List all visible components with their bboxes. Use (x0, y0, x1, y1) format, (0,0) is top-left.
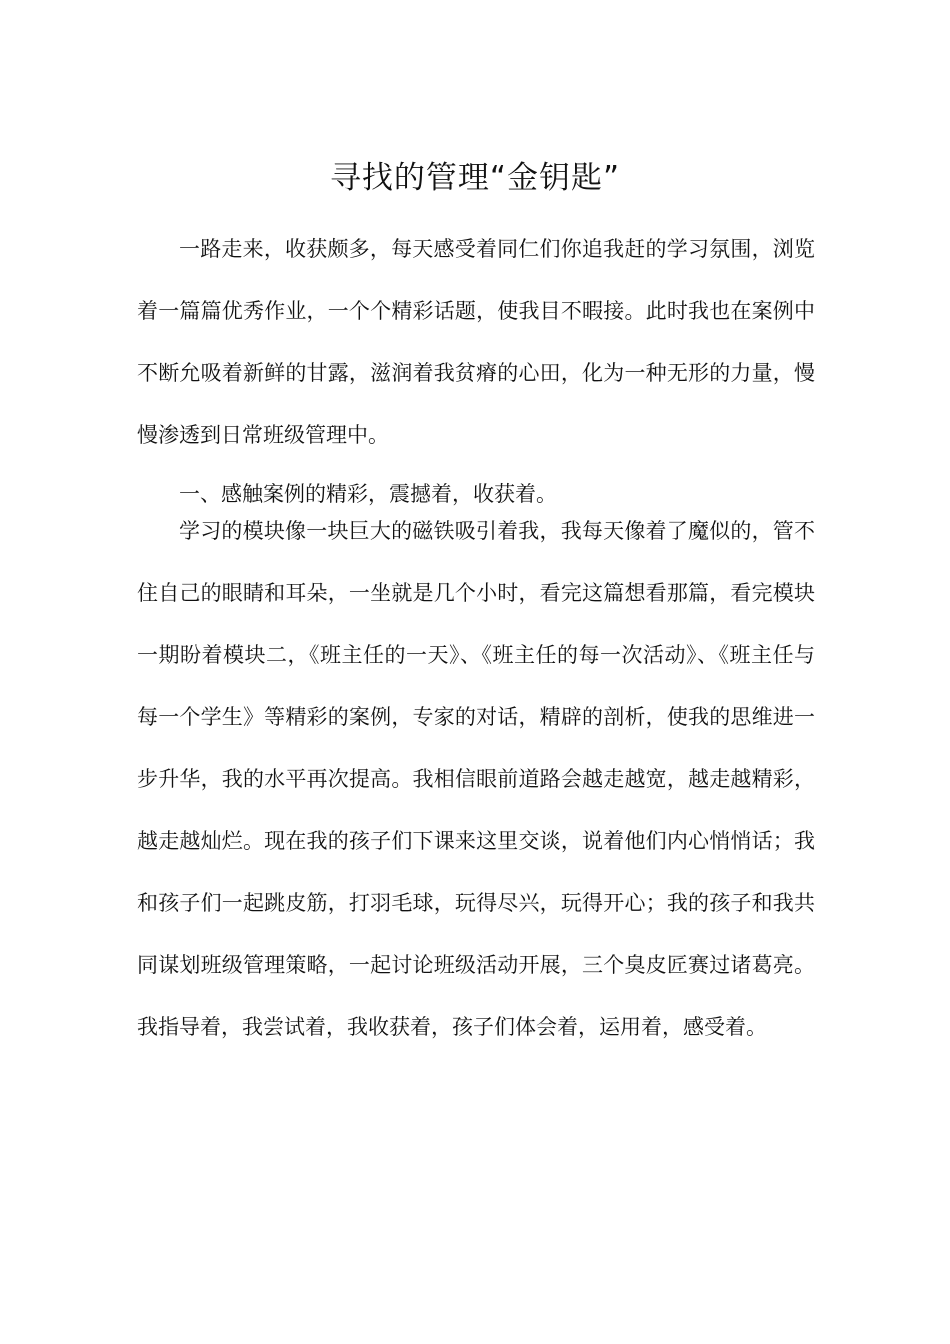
section-paragraph: 学习的模块像一块巨大的磁铁吸引着我，我每天像着了魔似的，管不住自己的眼睛和耳朵，一坐就是几个小时，看完这篇想看那篇，看完模块一期盼着模块二，《班主任的一天》、《班主任的每一次活动》、《班主任与每一个学生》等精彩的案例，专家的对话，精辟的剖析，使我的思维进一步升华，我的水平再次提高。我相信眼前道路会越走越宽，越走越精彩，越走越灿烂。现在我的孩子们下课来这里交谈，说着他们内心悄悄话；我和孩子们一起跳皮筋，打羽毛球，玩得尽兴，玩得开心；我的孩子和我共同谋划班级管理策略，一起讨论班级活动开展，三个臭皮匠赛过诸葛亮。我指导着，我尝试着，我收获着，孩子们体会着，运用着，感受着。 (137, 519, 815, 1039)
document-title: 寻找的管理“金钥匙” (329, 160, 621, 196)
intro-paragraph: 一路走来，收获颇多，每天感受着同仁们你追我赶的学习氛围，浏览着一篇篇优秀作业，一个个精彩话题，使我目不暇接。此时我也在案例中不断允吸着新鲜的甘露，滋润着我贫瘠的心田，化为一种无形的力量，慢慢渗透到日常班级管理中。 (137, 237, 815, 447)
section-heading: 一、感触案例的精彩，震撼着，收获着。 (179, 482, 557, 506)
